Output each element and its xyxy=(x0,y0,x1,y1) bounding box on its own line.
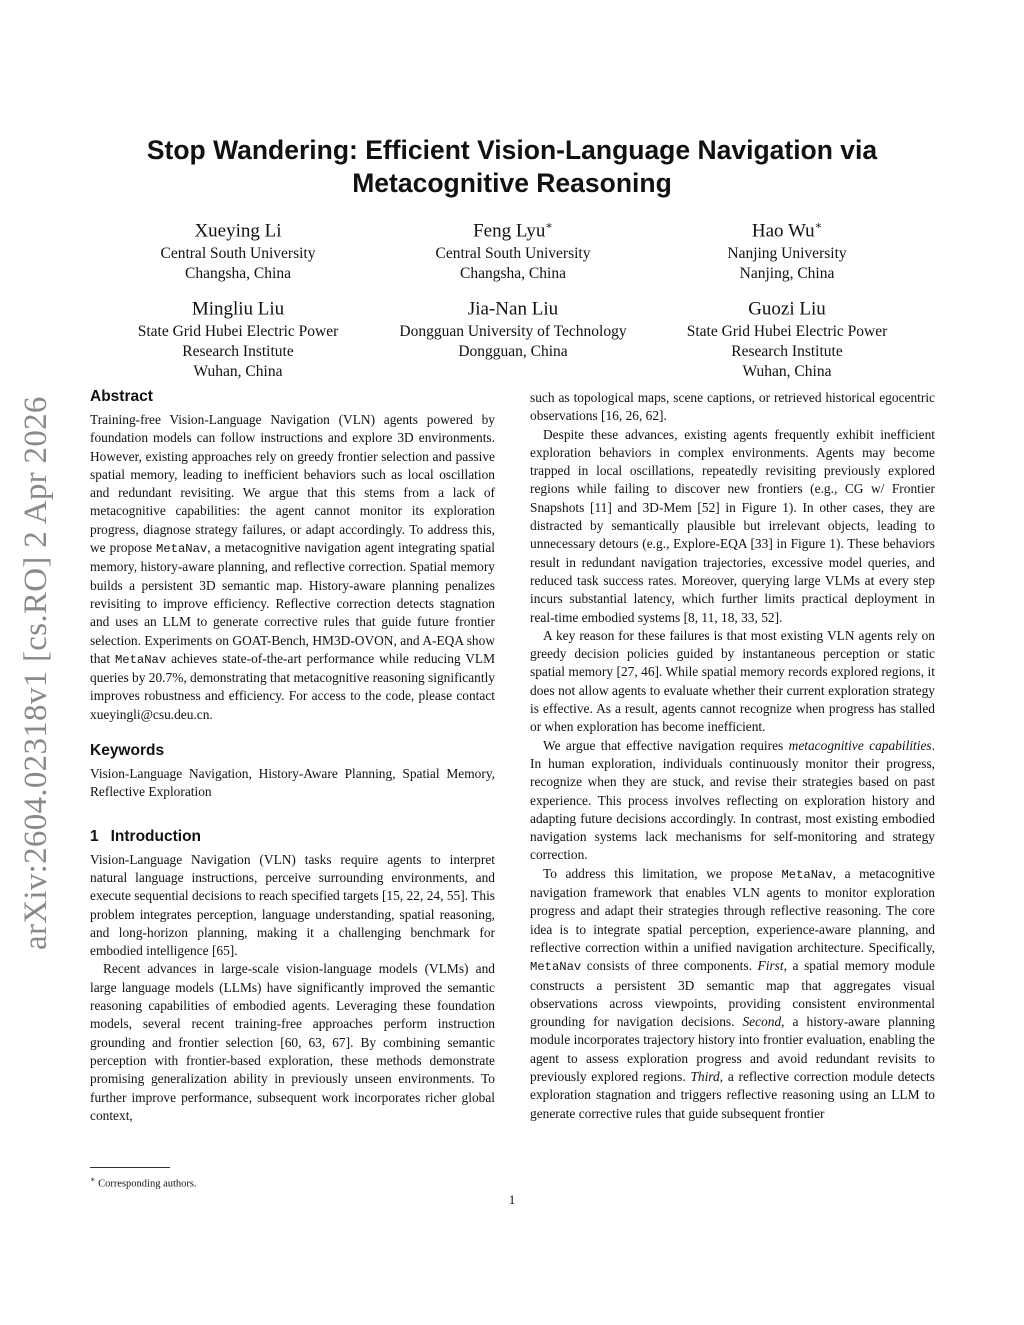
page-number: 1 xyxy=(508,1192,516,1207)
paper-title xyxy=(90,134,934,200)
author-name: Hao Wu xyxy=(751,220,815,242)
author-block xyxy=(373,214,653,284)
author-affiliation: Central South University xyxy=(435,245,591,263)
emphasis: Second xyxy=(742,1014,782,1030)
corresponding-mark: ∗ xyxy=(545,220,553,232)
author-affiliation: Central South University xyxy=(160,245,316,263)
intro-paragraph: Recent advances in large-scale vision-language models (VLMs) and large language models (LLMs) have significantly improved the semantic reasoning capabilities of embodied agents. Leveraging these foundation models, several recent training-free approaches perform instruction grounding and frontier selection [60, 63, 67]. By combining semantic perception with frontier-based exploration, these methods demonstrate promising generalization ability in previously unseen environments. To further improve performance, subsequent work incorporates richer global context, xyxy=(90,961,495,1123)
author-affiliation: Dongguan University of Technology xyxy=(399,323,627,341)
intro-paragraph: We argue that effective navigation requires metacognitive capabilities. In human exploration, individuals continuously monitor their progress, recognize when they are stuck, and revise their strategies based on past experience. This process involves reflecting on exploration history and adapting future decisions accordingly. In contrast, most existing embodied navigation systems lack mechanisms for self-monitoring and strategy correction. xyxy=(530,737,935,863)
author-location: Wuhan, China xyxy=(193,363,283,381)
author-affiliation: State Grid Hubei Electric Power xyxy=(137,323,339,341)
metanav-code: MetaNav xyxy=(530,960,582,975)
author-location: Dongguan, China xyxy=(458,343,568,361)
author-block xyxy=(647,292,927,382)
intro-paragraph: A key reason for these failures is that most existing VLN agents rely on greedy decision policies guided by instantaneous perception or static spatial memory [27, 46]. While spatial memory records explored regions, it does not allow agents to evaluate whether their current exploration strategy is effective. As a result, agents cannot recognize when progress has stalled or when exploration has become inefficient. xyxy=(530,627,935,735)
emphasis: metacognitive capabilities xyxy=(788,737,932,753)
section-number: 1 xyxy=(90,827,99,845)
intro-paragraph: To address this limitation, we propose MetaNav, a metacognitive navigation framework that enables VLN agents to monitor exploration progress and adapt their strategies through reflective reasoning. The core idea is to integrate spatial perception, experience-aware planning, and reflective correction within a unified navigation architecture. Specifically, MetaNav consists of three components. First, a spatial memory module constructs a persistent 3D semantic map that aggregates visual observations across viewpoints, providing consistent environmental grounding for navigation decisions. Second, a history-aware planning module incorporates trajectory history into frontier evaluation, enabling the agent to assess exploration progress and avoid redundant revisits to previously explored regions. Third, a reflective correction module detects exploration stagnation and triggers reflective reasoning using an LLM to generate corrective rules that guide subsequent frontier xyxy=(530,865,936,1121)
author-location: Changsha, China xyxy=(460,265,566,283)
author-block xyxy=(373,292,653,362)
metanav-code: MetaNav xyxy=(781,867,833,882)
emphasis: First xyxy=(757,958,784,974)
keywords-heading: Keywords xyxy=(90,742,165,760)
corresponding-mark: ∗ xyxy=(814,220,823,232)
left-column xyxy=(90,387,495,1125)
arxiv-watermark: arXiv:2604.02318v1 [cs.RO] 2 Apr 2026 xyxy=(18,396,54,950)
author-affiliation: State Grid Hubei Electric Power xyxy=(686,323,888,341)
author-affiliation-line-2: Research Institute xyxy=(182,343,294,361)
footnote-text: Corresponding authors. xyxy=(98,1178,197,1190)
title-line-2: Metacognitive Reasoning xyxy=(352,168,672,198)
author-name: Mingliu Liu xyxy=(191,298,285,320)
footnote-rule xyxy=(90,1167,170,1168)
author-location: Nanjing, China xyxy=(739,265,835,283)
intro-paragraph: Despite these advances, existing agents frequently exhibit inefficient exploration behaviors in complex environments. Agents may become trapped in local oscillations, repeatedly revisiting previously explored regions while failing to discover new frontiers (e.g., CG w/ Frontier Snapshots [11] and 3D-Mem [52] in Figure 1). In other cases, they are distracted by semantically plausible but irrelevant objects, leading to unnecessary detours (e.g., Explore-EQA [33] in Figure 1). These behaviors result in redundant navigation trajectories, excessive model queries, and reduced task success rates. Moreover, querying large VLMs at every step incurs substantial latency, which further limits practical deployment in real-time embodied systems [8, 11, 18, 33, 52]. xyxy=(530,426,935,625)
emphasis: Third xyxy=(690,1068,720,1084)
author-name: Xueying Li xyxy=(194,220,282,242)
author-name: Guozi Liu xyxy=(748,298,826,320)
author-name: Feng Lyu xyxy=(473,220,546,242)
author-block xyxy=(647,214,927,284)
author-block xyxy=(98,292,378,382)
keywords-text: Vision-Language Navigation, History-Aware Planning, Spatial Memory, Reflective Exploration xyxy=(90,766,495,800)
abstract-heading: Abstract xyxy=(90,388,153,405)
author-block xyxy=(98,214,378,284)
section-title: Introduction xyxy=(110,827,202,845)
author-name: Jia-Nan Liu xyxy=(467,298,559,320)
footnote xyxy=(90,1173,197,1192)
right-column xyxy=(530,389,935,1123)
author-location: Changsha, China xyxy=(185,265,291,283)
author-affiliation-line-2: Research Institute xyxy=(731,343,843,361)
footnote-mark: ∗ xyxy=(90,1175,96,1184)
intro-paragraph: Vision-Language Navigation (VLN) tasks require agents to interpret natural language instructions, perceive surrounding environments, and execute sequential decisions to reach specified targets [15, 22, 24, 55]. This problem integrates perception, language understanding, spatial reasoning, and long-horizon planning, making it a challenging benchmark for embodied intelligence [65]. xyxy=(90,851,495,959)
intro-paragraph: such as topological maps, scene captions, or retrieved historical egocentric observations [16, 26, 62]. xyxy=(530,390,935,424)
author-affiliation: Nanjing University xyxy=(727,245,847,263)
section-heading-introduction xyxy=(90,827,495,847)
abstract-text: Training-free Vision-Language Navigation (VLN) agents powered by foundation models can follow instructions and explore 3D environments. However, existing approaches rely on greedy frontier selection and passive spatial memory, leading to inefficient behaviors such as local oscillation and redundant revisiting. We argue that this stems from a lack of metacognitive capabilities: the agent cannot monitor its exploration progress, diagnose strategy failures, or adapt accordingly. To address this, we propose MetaNav, a metacognitive navigation agent integrating spatial memory, history-aware planning, and reflective correction. Spatial memory builds a persistent 3D semantic map. History-aware planning penalizes revisiting to improve efficiency. Reflective correction detects stagnation and uses an LLM to generate corrective rules that guide future frontier selection. Experiments on GOAT-Bench, HM3D-OVON, and A-EQA show that MetaNav achieves state-of-the-art performance while reducing VLM queries by 20.7%, demonstrating that metacognitive reasoning significantly improves robustness and efficiency. For access to the code, please contact xueyingli@csu.deu.cn. xyxy=(90,412,495,722)
author-location: Wuhan, China xyxy=(742,363,832,381)
metanav-code: MetaNav xyxy=(114,652,167,667)
title-line-1: Stop Wandering: Efficient Vision-Language Navigation via xyxy=(146,135,878,165)
metanav-code: MetaNav xyxy=(156,542,208,557)
